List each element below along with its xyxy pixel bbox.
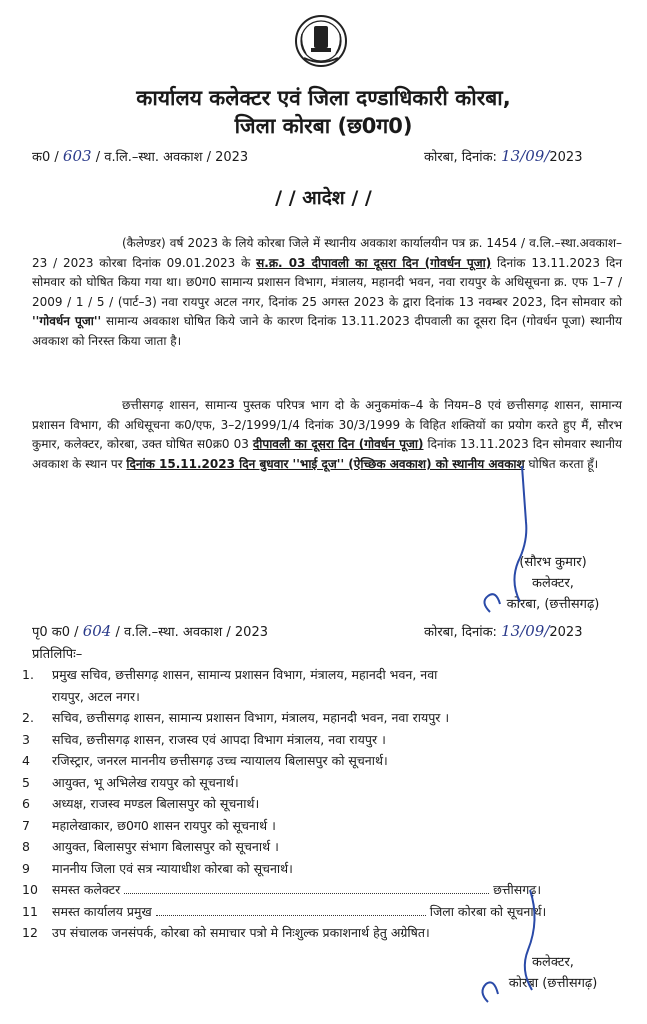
list-item-continuation: रायपुर, अटल नगर। bbox=[52, 688, 140, 704]
order-paragraph-2: छत्तीसगढ़ शासन, सामान्य पुस्तक परिपत्र भाग दो के अनुकमांक–4 के नियम–8 एवं छत्तीसगढ़ शासन, सामान्य प्रशासन विभाग, की अधिसूचना क0/एफ, 3–2/1999/1/4 दिनांक 30/3/1999 के विहित शक्तियों का प्रयोग करते हुए मैं, सौरभ कुमार, कलेक्टर, कोरबा, उक्त घोषित स0क्र0 03 दीपावली का दूसरा दिन (गोवर्धन पूजा) दिनांक 13.11.2023 दिन सोमवार स्थानीय अवकाश के स्थान पर दिनांक 15.11.2023 दिन बुधवार ''भाई दूज'' (ऐच्छिक अवकाश) को स्थानीय अवकाश घोषित करता हूँ। bbox=[32, 398, 623, 471]
list-item: 7 महालेखाकार, छ0ग0 शासन रायपुर को सूचनार्थ । bbox=[22, 817, 276, 833]
endorsement-reference: पृ0 क0 / 604 / व.लि.–स्था. अवकाश / 2023 bbox=[32, 622, 268, 640]
list-item: 3 सचिव, छत्तीसगढ़ शासन, राजस्व एवं आपदा विभाग मंत्रालय, नवा रायपुर । bbox=[22, 731, 386, 747]
office-title-line1: कार्यालय कलेक्टर एवं जिला दण्डाधिकारी कोरबा, bbox=[136, 86, 511, 110]
list-item: 4 रजिस्ट्रार, जनरल माननीय छत्तीसगढ़ उच्च न्यायालय बिलासपुर को सूचनार्थ। bbox=[22, 753, 388, 768]
reference-number: क0 / 603 / व.लि.–स्था. अवकाश / 2023 bbox=[32, 147, 249, 165]
order-heading: / / आदेश / / bbox=[275, 187, 372, 209]
list-item: 12 उप संचालक जनसंपर्क, कोरबा को समाचार पत्रो मे निःशुल्क प्रकाशनार्थ हेतु अग्रेषित। bbox=[22, 925, 430, 940]
list-item: 5 आयुक्त, भू अभिलेख रायपुर को सूचनार्थ। bbox=[22, 774, 239, 790]
signature-block-2: कलेक्टर, कोरबा (छत्तीसगढ़) bbox=[508, 955, 598, 991]
endorsement-date: कोरबा, दिनांक: 13/09/2023 bbox=[424, 622, 583, 640]
order-paragraph-1: (कैलेण्डर) वर्ष 2023 के लिये कोरबा जिले में स्थानीय अवकाश कार्यालयीन पत्र क्र. 1454 / व.लि.–स्था.अवकाश–23 / 2023 कोरबा दिनांक 09.01.2023 के स.क्र. 03 दीपावली का दूसरा दिन (गोवर्धन पूजा) दिनांक 13.11.2023 दिन सोमवार को घोषित किया गया था। छ0ग0 सामान्य प्रशासन विभाग, मंत्रालय, महानदी भवन, नवा रायपुर के अधिसूचना क्र. एफ 1–7 / 2009 / 1 / 5 / (पार्ट–3) नवा रायपुर अटल नगर, दिनांक 25 अगस्त 2023 के द्वारा दिनांक 13 नवम्बर 2023, दिन सोमवार को ''गोवर्धन पूजा'' सामान्य अवकाश घोषित किये जाने के कारण दिनांक 13.11.2023 दीपवाली का दूसरा दिन (गोवर्धन पूजा) स्थानीय अवकाश को निरस्त किया जाता है। bbox=[32, 236, 623, 348]
handwritten-date: 13/09/ bbox=[501, 147, 550, 165]
signature-block-1: (सौरभ कुमार) कलेक्टर, कोरबा, (छत्तीसगढ़) bbox=[506, 555, 600, 612]
handwritten-endorsement-number: 604 bbox=[82, 622, 112, 640]
list-item: 2. सचिव, छत्तीसगढ़ शासन, सामान्य प्रशासन विभाग, मंत्रालय, महानदी भवन, नवा रायपुर । bbox=[22, 710, 450, 725]
copy-list bbox=[22, 664, 622, 944]
handwritten-endorsement-date: 13/09/ bbox=[501, 622, 550, 640]
list-item: 8 आयुक्त, बिलासपुर संभाग बिलासपुर को सूचनार्थ । bbox=[22, 839, 279, 854]
state-emblem-icon bbox=[294, 14, 348, 70]
handwritten-ref-number: 603 bbox=[62, 147, 92, 165]
list-item: 1. प्रमुख सचिव, छत्तीसगढ़ शासन, सामान्य प्रशासन विभाग, मंत्रालय, महानदी भवन, नवा bbox=[22, 667, 438, 682]
list-item: 9 माननीय जिला एवं सत्र न्यायाधीश कोरबा को सूचनार्थ। bbox=[22, 860, 293, 876]
list-item: 11 समस्त कार्यालय प्रमुख जिला कोरबा को सूचनार्थ। bbox=[22, 903, 547, 919]
reference-date: कोरबा, दिनांक: 13/09/2023 bbox=[424, 147, 583, 165]
list-item: 6 अध्यक्ष, राजस्व मण्डल बिलासपुर को सूचनार्थ। bbox=[22, 796, 260, 811]
list-item: 10 समस्त कलेक्टर छत्तीसगढ़। bbox=[22, 882, 542, 897]
office-title-line2: जिला कोरबा (छ0ग0) bbox=[234, 114, 413, 138]
copy-heading: प्रतिलिपिः– bbox=[32, 647, 83, 662]
